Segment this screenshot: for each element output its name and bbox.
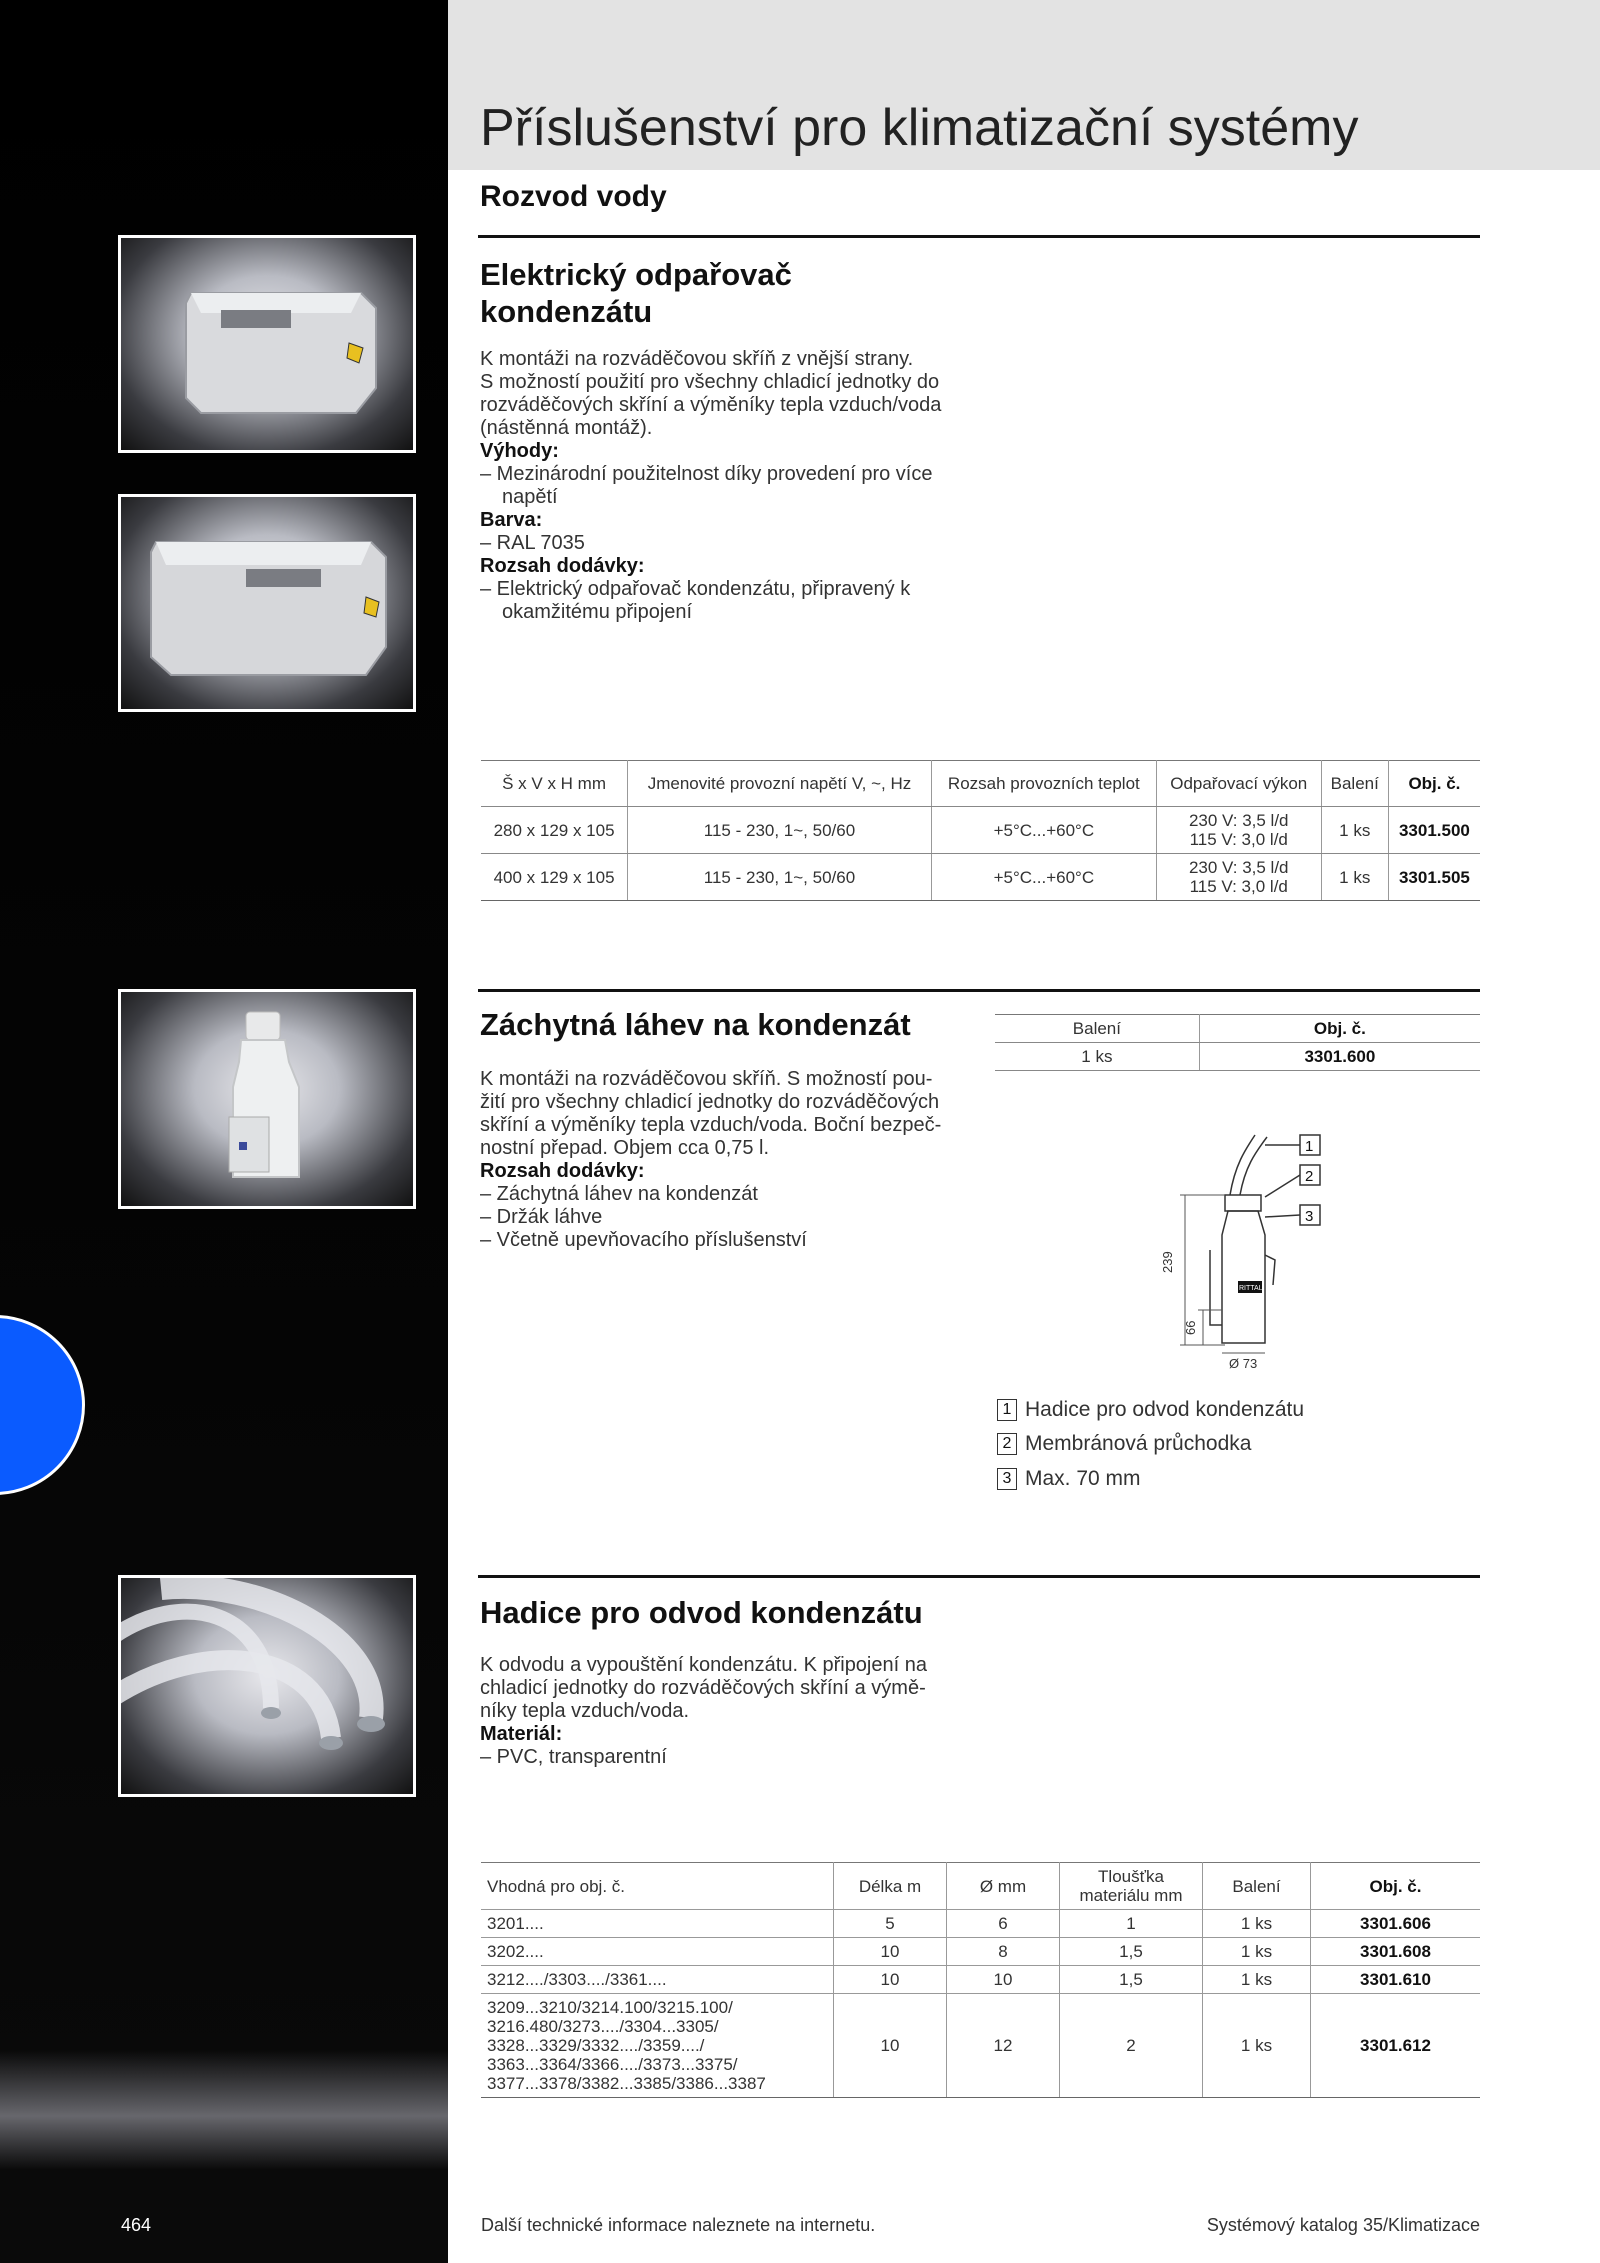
table-cell: 1	[1060, 1910, 1203, 1938]
table-cell: 400 x 129 x 105	[481, 854, 628, 901]
table-row	[481, 1966, 1480, 1994]
table-cell: 1 ks	[1203, 1994, 1311, 2098]
evaporator-intro-line: (nástěnná montáž).	[480, 417, 653, 439]
evaporator-title	[480, 256, 792, 330]
dimension-height: 239	[1160, 1251, 1175, 1273]
delivery-item: – Včetně upevňovacího příslušenství	[480, 1229, 807, 1251]
table-cell: +5°C...+60°C	[931, 807, 1156, 854]
evaporator-table	[481, 760, 1480, 901]
table-row	[481, 1938, 1480, 1966]
table-cell: 115 - 230, 1~, 50/60	[628, 854, 932, 901]
table-cell: 10	[947, 1966, 1060, 1994]
table-header: Rozsah provozních teplot	[931, 761, 1156, 807]
hose-title: Hadice pro odvod kondenzátu	[480, 1595, 923, 1630]
brand-plate-text: RITTAL	[1239, 1285, 1263, 1292]
legend-item	[997, 1432, 1251, 1456]
marker-3: 3	[1305, 1208, 1314, 1225]
hose-intro-line: níky tepla vzduch/voda.	[480, 1700, 690, 1722]
table-header: Obj. č.	[1199, 1015, 1480, 1043]
table-header: Obj. č.	[1388, 761, 1480, 807]
legend-number: 2	[997, 1433, 1017, 1455]
table-row	[481, 807, 1480, 854]
order-number: 3301.608	[1311, 1938, 1481, 1966]
table-cell: 1 ks	[1203, 1938, 1311, 1966]
delivery-item: – Držák láhve	[480, 1206, 603, 1228]
power-115: 115 V: 3,0 l/d	[1189, 877, 1288, 896]
evaporator-description	[480, 348, 970, 624]
bottle-intro-line: skříní a výměníky tepla vzduch/voda. Boční bezpeč-	[480, 1114, 942, 1136]
table-cell: 3212..../3303..../3361....	[481, 1966, 834, 1994]
section-divider	[478, 1575, 1480, 1578]
table-header: Š x V x H mm	[481, 761, 628, 807]
power-115: 115 V: 3,0 l/d	[1189, 830, 1288, 849]
table-header: Balení	[1321, 761, 1388, 807]
table-header: Vhodná pro obj. č.	[481, 1863, 834, 1910]
evaporator-title-line2: kondenzátu	[480, 294, 653, 329]
delivery-item: – Elektrický odpařovač kondenzátu, připravený k okamžitému připojení	[480, 578, 911, 623]
dimension-diameter: Ø 73	[1229, 1356, 1258, 1371]
table-header: Jmenovité provozní napětí V, ~, Hz	[628, 761, 932, 807]
dimension-lower: 66	[1183, 1320, 1198, 1335]
marker-2: 2	[1305, 1168, 1314, 1185]
power-230: 230 V: 3,5 l/d	[1188, 858, 1289, 877]
color-item: – RAL 7035	[480, 532, 585, 554]
order-number: 3301.610	[1311, 1966, 1481, 1994]
delivery-label: Rozsah dodávky:	[480, 555, 645, 577]
table-header: Balení	[1203, 1863, 1311, 1910]
footer-catalog: Systémový katalog 35/Klimatizace	[1206, 2215, 1480, 2235]
page-number: 464	[121, 2215, 152, 2235]
table-row	[481, 854, 1480, 901]
table-cell: 280 x 129 x 105	[481, 807, 628, 854]
legend-text: Max. 70 mm	[1025, 1467, 1141, 1490]
order-number: 3301.500	[1388, 807, 1480, 854]
table-header: Balení	[995, 1015, 1199, 1043]
table-header: Tloušťka materiálu mm	[1060, 1863, 1203, 1910]
legend-text: Hadice pro odvod kondenzátu	[1025, 1398, 1305, 1421]
table-cell	[1156, 854, 1321, 901]
table-cell: 1 ks	[1203, 1910, 1311, 1938]
table-cell: 3202....	[481, 1938, 834, 1966]
hose-table	[481, 1862, 1480, 2098]
table-cell: 1 ks	[1321, 807, 1388, 854]
page-title: Příslušenství pro klimatizační systémy	[480, 99, 1359, 157]
material-item: – PVC, transparentní	[480, 1746, 667, 1768]
table-cell: 1 ks	[1321, 854, 1388, 901]
table-cell	[1156, 807, 1321, 854]
evaporator-photo-small	[118, 235, 416, 453]
bottle-title: Záchytná láhev na kondenzát	[480, 1007, 911, 1042]
color-label: Barva:	[480, 509, 543, 531]
table-cell: 1 ks	[995, 1043, 1199, 1071]
order-number: 3301.612	[1311, 1994, 1481, 2098]
order-number: 3301.600	[1199, 1043, 1480, 1071]
sidebar-light-streak	[0, 2050, 448, 2170]
table-cell: 1,5	[1060, 1938, 1203, 1966]
table-header: Odpařovací výkon	[1156, 761, 1321, 807]
hose-intro-line: K odvodu a vypouštění kondenzátu. K připojení na	[480, 1654, 927, 1676]
power-230: 230 V: 3,5 l/d	[1188, 811, 1289, 830]
table-cell: 6	[947, 1910, 1060, 1938]
table-cell: 1 ks	[1203, 1966, 1311, 1994]
table-cell: 12	[947, 1994, 1060, 2098]
table-row	[995, 1043, 1480, 1071]
hose-photo	[118, 1575, 416, 1797]
material-label: Materiál:	[480, 1723, 563, 1745]
delivery-item: – Záchytná láhev na kondenzát	[480, 1183, 758, 1205]
order-number: 3301.606	[1311, 1910, 1481, 1938]
evaporator-intro-line: rozváděčových skříní a výměníky tepla vzduch/voda	[480, 394, 942, 416]
evaporator-title-line1: Elektrický odpařovač	[480, 257, 792, 292]
bottle-table	[995, 1014, 1480, 1071]
table-cell: 3201....	[481, 1910, 834, 1938]
bottle-technical-drawing	[1125, 1125, 1335, 1380]
table-row	[481, 1994, 1480, 2098]
table-header: Délka m	[834, 1863, 947, 1910]
legend-item	[997, 1467, 1141, 1491]
marker-1: 1	[1305, 1138, 1314, 1155]
table-cell: 115 - 230, 1~, 50/60	[628, 807, 932, 854]
table-cell: +5°C...+60°C	[931, 854, 1156, 901]
section-title: Rozvod vody	[480, 180, 667, 213]
hose-intro-line: chladicí jednotky do rozváděčových skříní a výmě-	[480, 1677, 926, 1699]
order-number: 3301.505	[1388, 854, 1480, 901]
table-cell: 2	[1060, 1994, 1203, 2098]
evaporator-intro-line: S možností použití pro všechny chladicí jednotky do	[480, 371, 940, 393]
table-cell: 10	[834, 1938, 947, 1966]
legend-item	[997, 1398, 1304, 1422]
table-row	[481, 1910, 1480, 1938]
table-cell: 8	[947, 1938, 1060, 1966]
bottle-intro-line: K montáži na rozváděčovou skříň. S možností pou-	[480, 1068, 933, 1090]
benefits-label: Výhody:	[480, 440, 559, 462]
legend-text: Membránová průchodka	[1025, 1432, 1252, 1455]
table-header: Obj. č.	[1311, 1863, 1481, 1910]
table-cell: 3209...3210/3214.100/3215.100/ 3216.480/3273..../3304...3305/ 3328...3329/3332..../3359..../ 3363...3364/3366..../3373...3375/ 3377...3378/3382...3385/3386...3387	[481, 1994, 834, 2098]
hose-description	[480, 1654, 970, 1769]
table-cell: 10	[834, 1994, 947, 2098]
section-divider	[478, 235, 1480, 238]
legend-number: 3	[997, 1468, 1017, 1490]
bottle-photo	[118, 989, 416, 1209]
delivery-label: Rozsah dodávky:	[480, 1160, 645, 1182]
table-header: Ø mm	[947, 1863, 1060, 1910]
bottle-description	[480, 1068, 970, 1252]
section-divider	[478, 989, 1480, 992]
bottle-intro-line: žití pro všechny chladicí jednotky do rozváděčových	[480, 1091, 940, 1113]
legend-number: 1	[997, 1399, 1017, 1421]
benefit-item: – Mezinárodní použitelnost díky provedení pro více napětí	[480, 463, 933, 508]
table-cell: 5	[834, 1910, 947, 1938]
evaporator-photo-large	[118, 494, 416, 712]
table-cell: 1,5	[1060, 1966, 1203, 1994]
evaporator-intro-line: K montáži na rozváděčovou skříň z vnější strany.	[480, 348, 914, 370]
table-cell: 10	[834, 1966, 947, 1994]
footer-note: Další technické informace naleznete na internetu.	[481, 2215, 876, 2235]
bottle-intro-line: nostní přepad. Objem cca 0,75 l.	[480, 1137, 770, 1159]
